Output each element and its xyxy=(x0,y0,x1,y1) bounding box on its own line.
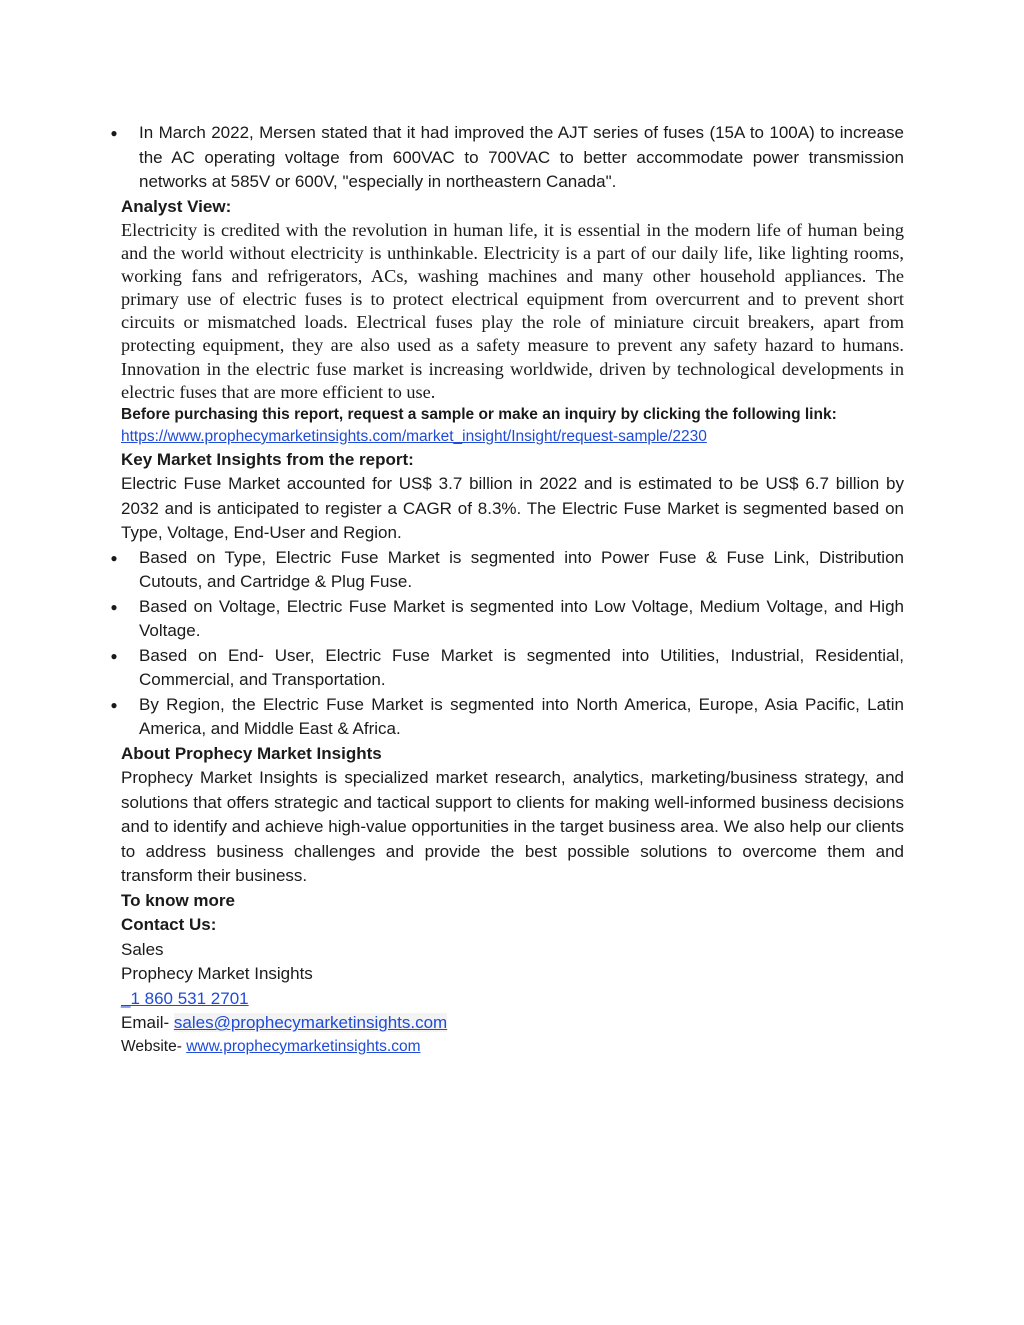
intro-bullet-list xyxy=(110,121,904,195)
bullet-icon: ● xyxy=(110,126,118,140)
bullet-icon: ● xyxy=(110,697,118,712)
bullet-text: Based on Type, Electric Fuse Market is segmented into Power Fuse & Fuse Link, Distribution Cutouts, and Cartridge & Plug Fuse. xyxy=(139,547,904,592)
bullet-text: By Region, the Electric Fuse Market is segmented into North America, Europe, Asia Pacific, Latin America, and Middle East & Africa. xyxy=(139,694,904,739)
key-insights-heading: Key Market Insights from the report: xyxy=(121,449,414,469)
analyst-view-body: Electricity is credited with the revolution in human life, it is essential in the modern life of human being and the world without electricity is unthinkable. Electricity is a part of our daily life, like lighting rooms, working fans and refrigerators, ACs, washing machines and many other household appliances. The primary use of electric fuses is to protect electrical equipment from overcurrent and to prevent short circuits or mismatched loads. Electrical fuses play the role of miniature circuit breakers, apart from protecting equipment, they are also used as a safety measure to prevent any safety hazard to humans. Innovation in the electric fuse market is increasing worldwide, driven by technological developments in electric fuses that are more efficient to use. xyxy=(121,220,904,402)
bullet-text: Based on End- User, Electric Fuse Market is segmented into Utilities, Industrial, Residential, Commercial, and Transportation. xyxy=(139,645,904,690)
list-item xyxy=(110,595,904,644)
bullet-icon: ● xyxy=(110,648,118,663)
analyst-view-heading: Analyst View: xyxy=(121,196,232,216)
document-content xyxy=(110,121,904,1058)
list-item xyxy=(110,693,904,742)
sample-request-link[interactable]: https://www.prophecymarketinsights.com/market_insight/Insight/request-sample/2230 xyxy=(121,427,707,445)
about-body: Prophecy Market Insights is specialized market research, analytics, marketing/business strategy, and solutions that offers strategic and tactical support to clients for making well-informed business decisions and to identify and achieve high-value opportunities in the target business area. We also help our clients to address business challenges and provide the best possible solutions to overcome them and transform their business. xyxy=(121,768,904,886)
list-item xyxy=(110,644,904,693)
sample-request-text: Before purchasing this report, request a sample or make an inquiry by clicking the following link: xyxy=(121,405,837,423)
about-heading: About Prophecy Market Insights xyxy=(121,743,382,763)
contact-dept: Sales xyxy=(121,939,164,959)
bullet-text: Based on Voltage, Electric Fuse Market is segmented into Low Voltage, Medium Voltage, and High Voltage. xyxy=(139,596,904,641)
email-line xyxy=(121,1011,904,1036)
phone-link[interactable]: _1 860 531 2701 xyxy=(121,988,249,1008)
contact-heading: Contact Us: xyxy=(121,915,217,935)
segment-bullet-list xyxy=(110,546,904,742)
bullet-icon: ● xyxy=(110,599,118,614)
list-item xyxy=(110,546,904,595)
key-insights-body: Electric Fuse Market accounted for US$ 3.7 billion in 2022 and is estimated to be US$ 6.7 billion by 2032 and is anticipated to register a CAGR of 8.3%. The Electric Fuse Market is segmented based on Type, Voltage, End-User and Region. xyxy=(121,474,904,543)
bullet-text: In March 2022, Mersen stated that it had improved the AJT series of fuses (15A to 100A) to increase the AC operating voltage from 600VAC to 700VAC to better accommodate power transmission networks at 585V or 600V, "especially in northeastern Canada". xyxy=(139,123,904,191)
contact-company: Prophecy Market Insights xyxy=(121,964,313,984)
website-label: Website- xyxy=(121,1037,187,1055)
bullet-icon: ● xyxy=(110,550,118,565)
website-link[interactable]: www.prophecymarketinsights.com xyxy=(186,1037,421,1055)
website-line xyxy=(121,1036,904,1058)
email-link[interactable]: sales@prophecymarketinsights.com xyxy=(173,1013,448,1033)
list-item xyxy=(110,121,904,195)
email-label: Email- xyxy=(121,1013,174,1033)
know-more-heading: To know more xyxy=(121,890,235,910)
